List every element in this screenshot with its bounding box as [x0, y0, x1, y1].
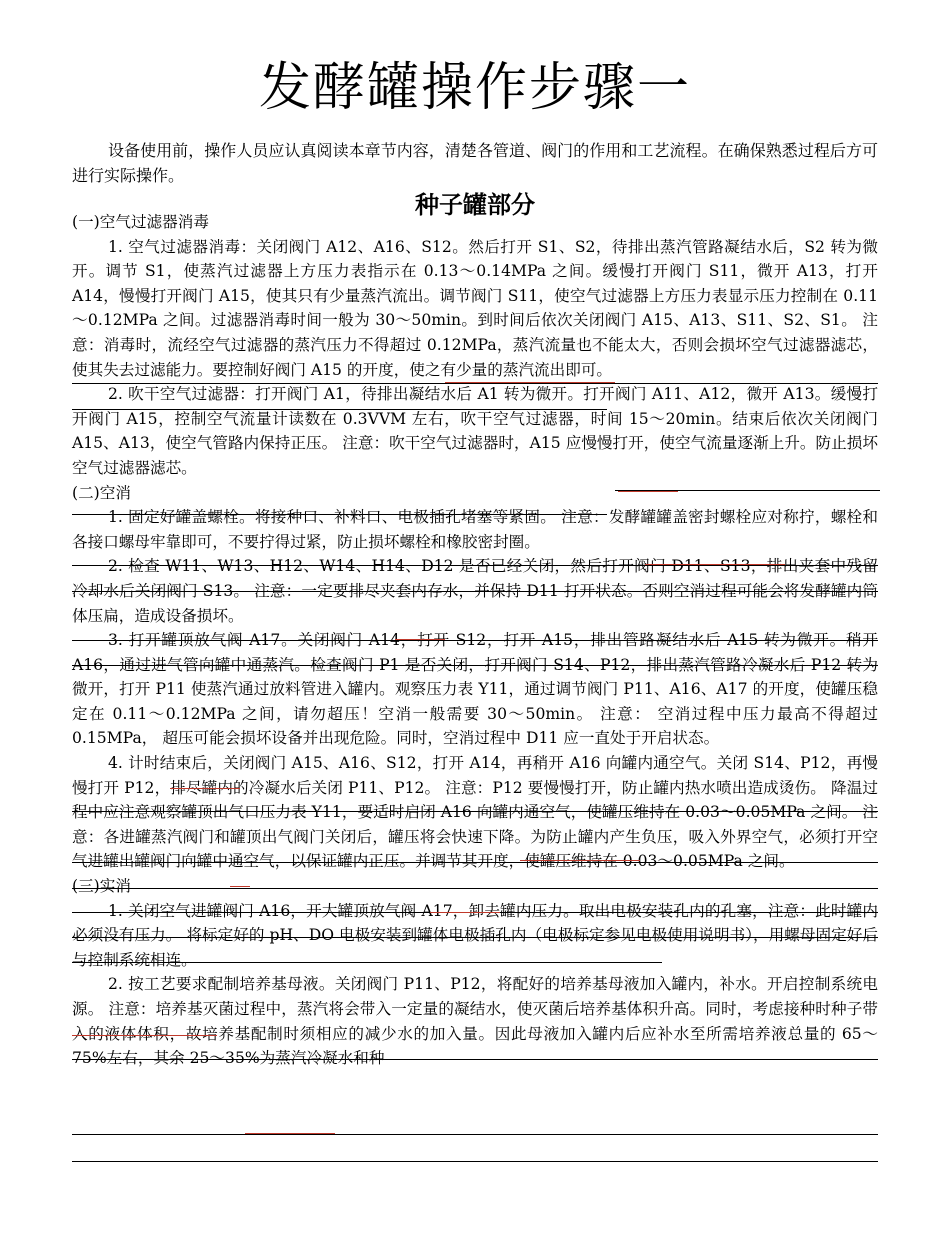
annotation-line-red — [618, 491, 678, 492]
annotation-line — [72, 409, 607, 410]
annotation-line — [72, 565, 878, 566]
annotation-line — [72, 1161, 878, 1162]
annotation-line-red — [230, 886, 250, 887]
annotation-line — [72, 640, 878, 641]
paragraph-empty-step-4: 4. 计时结束后，关闭阀门 A15、A16、S12，打开 A14，再稍开 A16 向罐内通空气。关闭 S14、P12，再慢慢打开 P12，排尽罐内的冷凝水后关闭 P11、P12。 注意：P12 要慢慢打开，防止罐内热水喷出造成烫伤。 降温过程中应注意观察罐顶出气口压力表 Y11，要适时启闭 A16 向罐内通空气，使罐压维持在 0.03～0.05MPa 之间。 注意：各进罐蒸汽阀门和罐顶出气阀门关闭后，罐压将会快速下降。为防止罐内产生负压，吸入外界空气，必须打开空气进罐出罐阀门向罐中通空气，以保证罐内正压。并调节其开度，使罐压维持在 0.03～0.05MPa 之间。 — [72, 754, 878, 871]
paragraph-actual-step-1: 1. 关闭空气进罐阀门 A16，开大罐顶放气阀 A17，卸去罐内压力。取出电极安装孔内的孔塞，注意：此时罐内必须没有压力。 将标定好的 pH、DO 电极安装到罐体电极插孔内（电极标定参见电极使用说明书），用螺母固定好后与控制系统相连。 — [72, 901, 878, 969]
paragraph-actual-step-2: 2. 按工艺要求配制培养基母液。关闭阀门 P11、P12，将配好的培养基母液加入罐内，补水。开启控制系统电源。 注意：培养基灭菌过程中，蒸汽将会带入一定量的凝结水，使灭菌后培养基体积升高。同时，考虑接种时种子带入的液体体积，故培养基配制时须相应的减少水的加入量。因此母液加入罐内后应补水至所需培养液总量的 65～75%左右，其余 25～35%为蒸汽冷凝水和种 — [72, 975, 878, 1068]
document-title: 发酵罐操作步骤一 — [258, 57, 691, 118]
annotation-line-red — [72, 1035, 217, 1036]
annotation-line-red — [645, 564, 785, 565]
annotation-line-red — [430, 912, 500, 913]
annotation-line-red — [170, 788, 240, 789]
annotation-line — [72, 383, 878, 384]
annotation-line — [72, 665, 878, 666]
annotation-line-red — [395, 639, 445, 640]
section-heading-empty-sterilization: (二)空消 — [72, 483, 131, 502]
annotation-line — [72, 1134, 878, 1135]
paragraph-empty-step-1: 1. 固定好罐盖螺栓。将接种口、补料口、电极插孔堵塞等紧固。 注意：发酵罐罐盖密封螺栓应对称拧，螺栓和各接口螺母牢靠即可，不要拧得过紧，防止损坏螺栓和橡胶密封圈。 — [72, 508, 878, 551]
section-heading-air-filter: (一)空气过滤器消毒 — [72, 213, 209, 231]
annotation-line — [72, 591, 878, 592]
annotation-line — [72, 937, 878, 938]
paragraph-air-filter-dry: 2. 吹干空气过滤器：打开阀门 A1，待排出凝结水后 A1 转为微开。打开阀门 A11、A12，微开 A13。缓慢打开阀门 A15，控制空气流量计读数在 0.3VVM 左右，吹干空气过滤器，时间 15～20min。结束后依次关闭阀门 A15、A13，使空气管路内保持正压。 注意：吹干空气过滤器时，A15 应慢慢打开，使空气流量逐渐上升。防止损坏空气过滤器滤芯。 — [72, 385, 878, 477]
annotation-line-red — [520, 860, 640, 861]
annotation-line — [72, 514, 607, 515]
intro-paragraph: 设备使用前，操作人员应认真阅读本章节内容，清楚各管道、阀门的作用和工艺流程。在确保熟悉过程后方可进行实际操作。 — [72, 141, 878, 185]
annotation-line — [72, 811, 878, 812]
paragraph-empty-step-2: 2. 检查 W11、W13、H12、W14、H14、D12 是否已经关闭，然后打开阀门 D11、S13，排出夹套中残留冷却水后关闭阀门 S13。 注意：一定要排尽夹套内存水，并保持 D11 打开状态。否则空消过程可能会将发酵罐内筒体压扁，造成设备损坏。 — [72, 557, 878, 625]
annotation-line-red — [445, 382, 615, 383]
paragraph-empty-step-3: 3. 打开罐顶放气阀 A17。关闭阀门 A14，打开 S12，打开 A15，排出管路凝结水后 A15 转为微开。稍开 A16，通过进气管向罐中通蒸汽。检查阀门 P1 是否关闭，打开阀门 S14、P12，排出蒸汽管路冷凝水后 P12 转为微开，打开 P11 使蒸汽通过放料管进入罐内。观察压力表 Y11，通过调节阀门 P11、A16、A17 的开度，使罐压稳定在 0.11～0.12MPa 之间，请勿超压！空消一般需要 30～50min。 注意： 空消过程中压力最高不得超过 0.15MPa， 超压可能会损坏设备并出现危险。同时，空消过程中 D11 应一直处于开启状态。 — [72, 631, 878, 748]
section-subtitle: 种子罐部分 — [415, 190, 535, 219]
annotation-line-red — [245, 1133, 335, 1134]
paragraph-air-filter-sterilize: 1. 空气过滤器消毒：关闭阀门 A12、A16、S12。然后打开 S1、S2，待排出蒸汽管路凝结水后，S2 转为微开。调节 S1，使蒸汽过滤器上方压力表指示在 0.13～0.14MPa 之间。缓慢打开阀门 S11，微开 A13，打开 A14，慢慢打开阀门 A15，使其只有少量蒸汽流出。调节阀门 S11，使空气过滤器上方压力表显示压力控制在 0.11～0.12MPa 之间。过滤器消毒时间一般为 30～50min。到时间后依次关闭阀门 A15、A13、S11、S2、S1。 注意：消毒时，流经空气过滤器的蒸汽压力不得超过 0.12MPa，蒸汽流量也不能太大，否则会损坏空气过滤器滤芯，使其失去过滤能力。要控制好阀门 A15 的开度，使之有少量的蒸汽流出即可。 — [72, 237, 878, 379]
annotation-line — [72, 962, 662, 963]
annotation-line — [72, 1059, 878, 1060]
annotation-line — [72, 888, 878, 889]
section-heading-actual-sterilization: (三)实消 — [72, 877, 131, 896]
annotation-line — [72, 862, 878, 863]
